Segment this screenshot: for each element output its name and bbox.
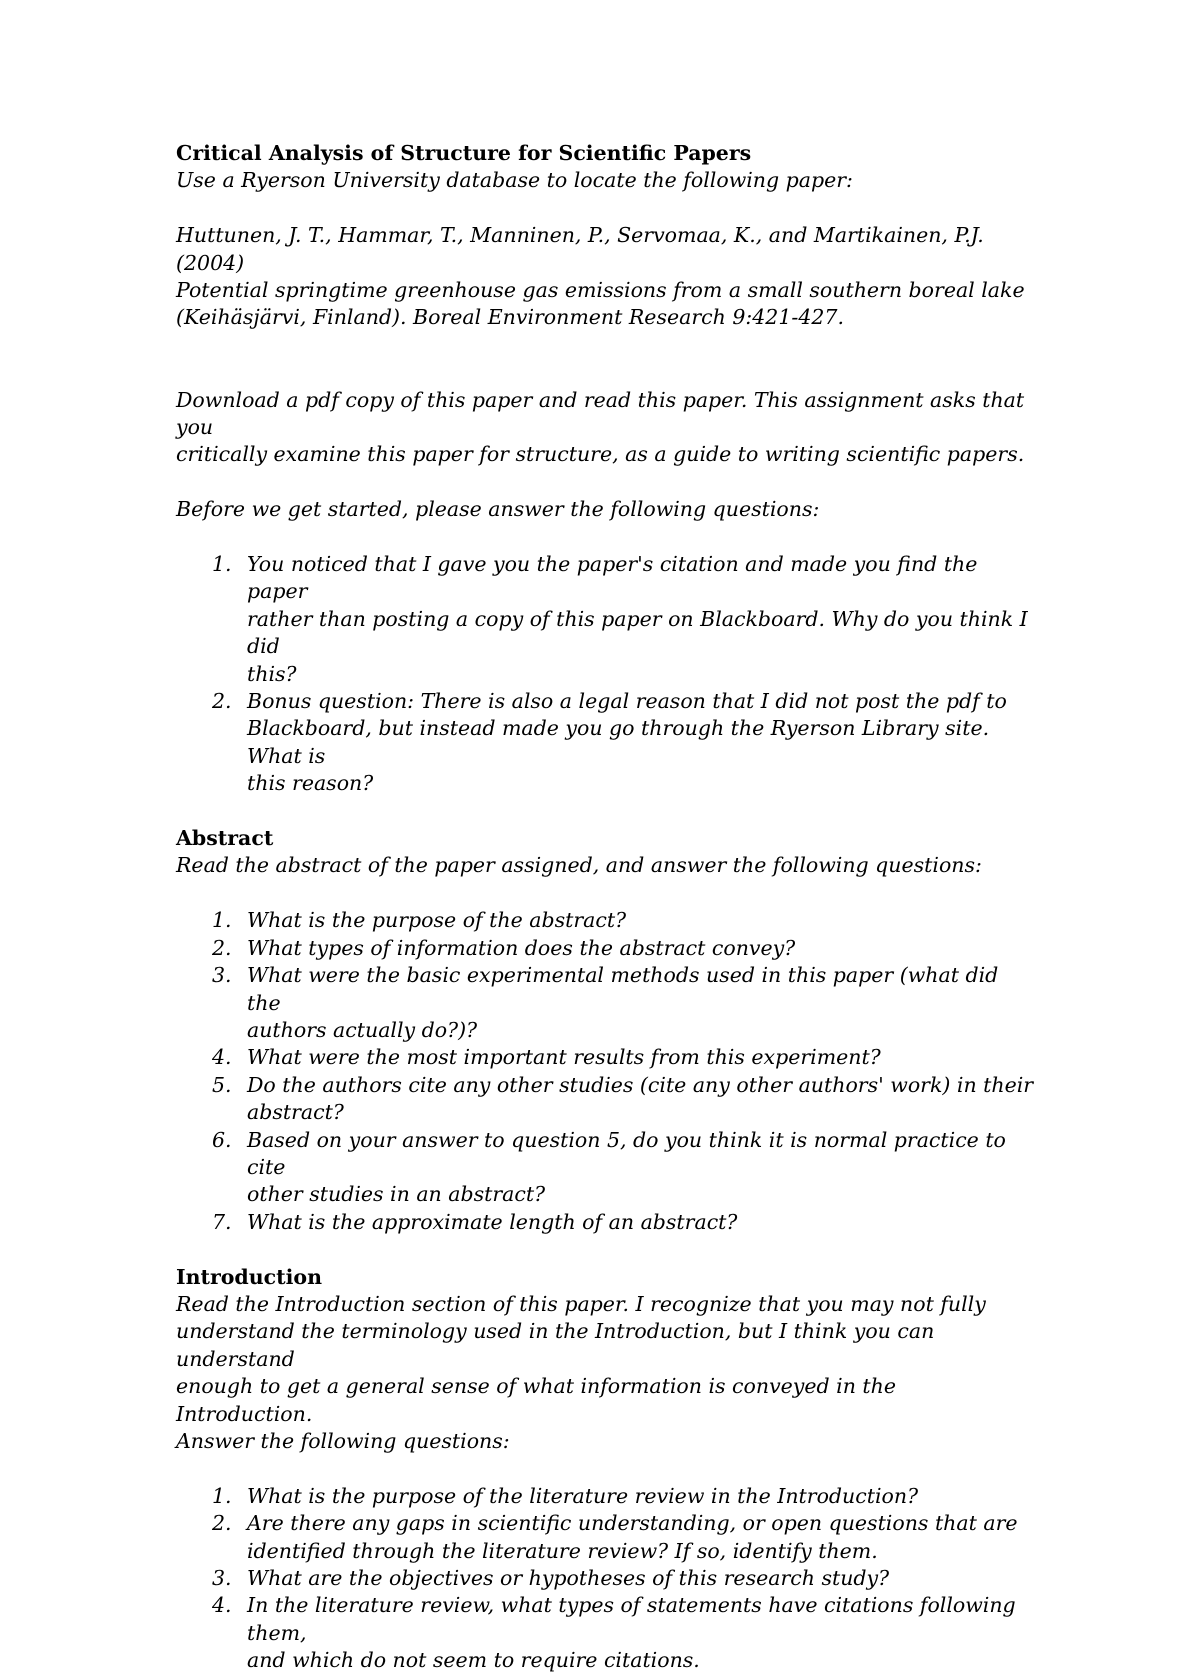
citation-line: (Keihäsjärvi, Finland). Boreal Environment Research 9:421-427.: [176, 305, 844, 330]
list-line: other studies in an abstract?: [247, 1182, 546, 1207]
list-line: You noticed that I gave you the paper's citation and made you find the paper: [247, 552, 978, 604]
list-number: 6.: [212, 1127, 232, 1152]
list-number: 2.: [212, 1511, 232, 1536]
before-line: Before we get started, please answer the following questions:: [176, 497, 820, 522]
list-number: 3.: [212, 963, 232, 988]
document-title: Critical Analysis of Structure for Scientific Papers: [176, 141, 752, 165]
spacer: [176, 469, 1036, 496]
download-line: Download a pdf copy of this paper and read this paper. This assignment asks that you: [176, 387, 1025, 440]
spacer: [176, 195, 1036, 222]
list-item: [176, 1127, 1036, 1209]
list-item: [176, 1209, 1036, 1236]
abstract-intro: Read the abstract of the paper assigned, and answer the following questions:: [176, 853, 982, 878]
list-item: [176, 935, 1036, 962]
list-line: Bonus question: There is also a legal reason that I did not post the pdf to: [247, 689, 1007, 714]
list-item: [176, 1483, 1036, 1510]
list-line: Do the authors cite any other studies (cite any other authors' work) in their: [247, 1072, 1034, 1097]
list-line: What were the most important results from this experiment?: [247, 1045, 881, 1070]
list-number: 4.: [212, 1045, 232, 1070]
list-number: 2.: [212, 689, 232, 714]
introduction-intro-line: understand the terminology used in the Introduction, but I think you can understand: [176, 1319, 935, 1371]
spacer: [176, 1455, 1036, 1482]
list-line: In the literature review, what types of statements have citations following them,: [247, 1593, 1016, 1645]
list-item: [176, 962, 1036, 1044]
list-line: What types of information does the abstract convey?: [247, 935, 796, 960]
download-line: critically examine this paper for structure, as a guide to writing scientific papers.: [176, 442, 1025, 467]
list-item: [176, 1565, 1036, 1592]
introduction-heading: Introduction: [176, 1264, 322, 1289]
list-line: What is the approximate length of an abstract?: [247, 1209, 738, 1234]
list-line: this reason?: [247, 771, 374, 796]
list-line: What is the purpose of the literature review in the Introduction?: [247, 1483, 919, 1508]
introduction-intro-line: Answer the following questions:: [176, 1428, 510, 1453]
list-line: this?: [247, 661, 297, 686]
list-line: identified through the literature review? If so, identify them.: [247, 1538, 878, 1563]
list-number: 3.: [212, 1566, 232, 1590]
list-line: What is the purpose of the abstract?: [247, 908, 627, 933]
before-questions-list: [176, 551, 1036, 798]
list-line: rather than posting a copy of this paper on Blackboard. Why do you think I did: [247, 606, 1028, 659]
list-number: 5.: [212, 1072, 232, 1097]
document-page: [176, 140, 1036, 1675]
list-line: Based on your answer to question 5, do you think it is normal practice to cite: [247, 1127, 1006, 1179]
introduction-questions-list: [176, 1483, 1036, 1675]
list-line: Blackboard, but instead made you go through the Ryerson Library site. What is: [247, 716, 990, 768]
list-line: authors actually do?)?: [247, 1017, 478, 1042]
citation-line: Huttunen, J. T., Hammar, T., Manninen, P., Servomaa, K., and Martikainen, P.J. (2004): [176, 223, 984, 275]
list-number: 1.: [212, 1483, 232, 1508]
list-number: 1.: [212, 908, 232, 933]
spacer: [176, 880, 1036, 907]
download-paragraph: [176, 387, 1036, 469]
abstract-questions-list: [176, 907, 1036, 1236]
list-line: What were the basic experimental methods used in this paper (what did the: [247, 963, 999, 1015]
list-line: abstract?: [247, 1100, 344, 1125]
list-number: 1.: [212, 552, 232, 577]
list-item: [176, 1072, 1036, 1127]
spacer: [176, 524, 1036, 551]
spacer: [176, 798, 1036, 825]
spacer: [176, 1236, 1036, 1263]
list-item: [176, 1592, 1036, 1674]
citation-block: [176, 222, 1036, 332]
list-item: [176, 688, 1036, 798]
citation-line: Potential springtime greenhouse gas emissions from a small southern boreal lake: [176, 278, 1025, 303]
list-number: 4.: [212, 1593, 232, 1618]
list-line: and which do not seem to require citations.: [247, 1648, 700, 1673]
list-number: 7.: [212, 1209, 232, 1234]
introduction-intro-line: Read the Introduction section of this paper. I recognize that you may not fully: [176, 1291, 986, 1316]
list-number: 2.: [212, 935, 232, 960]
list-line: Are there any gaps in scientific understanding, or open questions that are: [247, 1511, 1018, 1536]
introduction-intro: [176, 1291, 1036, 1455]
abstract-heading: Abstract: [176, 826, 274, 851]
list-line: What are the objectives or hypotheses of this research study?: [247, 1566, 890, 1590]
intro-line: Use a Ryerson University database to locate the following paper:: [176, 168, 853, 193]
list-item: [176, 551, 1036, 688]
introduction-intro-line: enough to get a general sense of what information is conveyed in the Introduction.: [176, 1374, 896, 1426]
spacer: [176, 332, 1036, 387]
list-item: [176, 1510, 1036, 1565]
list-item: [176, 907, 1036, 934]
list-item: [176, 1044, 1036, 1071]
